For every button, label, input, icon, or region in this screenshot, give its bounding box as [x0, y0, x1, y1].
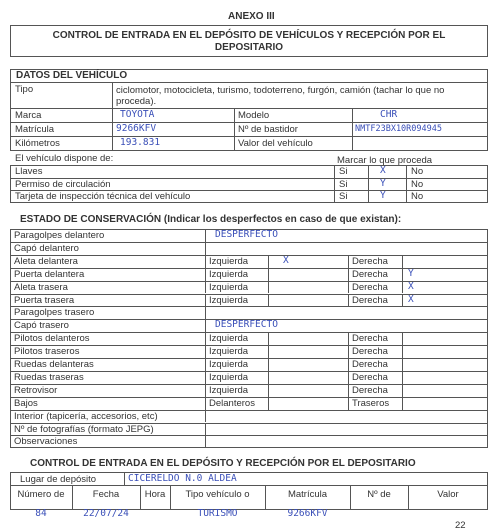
marca-label: Marca [15, 110, 42, 121]
km-value: 193.831 [120, 137, 161, 148]
side-left-label: Delanteros [209, 397, 255, 409]
conservation-title: ESTADO DE CONSERVACIÓN (Indicar los desperfectos en caso de que existan): [20, 214, 402, 225]
bastidor-value: NMTF23BX10R094945 [355, 124, 442, 134]
matricula-value: 9266KFV [116, 123, 157, 134]
conservation-row-label: Puerta trasera [14, 294, 75, 306]
deposit-col-nde: Nº de [367, 489, 391, 500]
side-left-label: Izquierda [209, 371, 249, 383]
doc-no-0: No [411, 166, 424, 177]
conservation-row-label: Paragolpes delantero [14, 230, 105, 241]
conservation-row-label: Puerta delantera [14, 268, 85, 280]
conservation-row-label: Aleta delantera [14, 255, 78, 267]
doc-label-2: Tarjeta de inspección técnica del vehículo [15, 191, 191, 202]
doc-no-2: No [411, 191, 424, 202]
doc-label-0: Llaves [15, 166, 43, 177]
side-right-label: Derecha [352, 333, 388, 345]
damage-note: DESPERFECTO [215, 319, 278, 331]
conservation-row-label: Pilotos delanteros [14, 333, 90, 345]
vehicle-section-title: DATOS DEL VEHÍCULO [16, 70, 128, 81]
side-right-mark: X [408, 293, 414, 305]
conservation-row-label: Ruedas traseras [14, 371, 84, 383]
doc-mark-0: X [380, 165, 386, 176]
deposit-value-matricula: 9266KFV [287, 508, 328, 519]
deposit-value-numero: 84 [35, 508, 47, 519]
lugar-label: Lugar de depósito [20, 474, 97, 485]
side-right-label: Derecha [352, 281, 388, 293]
side-left-mark: X [283, 254, 289, 266]
modelo-value: CHR [380, 109, 398, 120]
side-right-label: Derecha [352, 371, 388, 383]
page-number: 22 [455, 520, 466, 531]
side-right-label: Derecha [352, 294, 388, 306]
side-left-label: Izquierda [209, 268, 249, 280]
deposit-col-fecha: Fecha [92, 489, 120, 500]
deposit-col-hora: Hora [144, 489, 166, 500]
side-left-label: Izquierda [209, 346, 249, 358]
side-left-label: Izquierda [209, 384, 249, 396]
damage-note: DESPERFECTO [215, 229, 278, 240]
side-left-label: Izquierda [209, 333, 249, 345]
side-right-label: Derecha [352, 346, 388, 358]
bastidor-label: Nº de bastidor [238, 124, 298, 135]
doc-mark-1: Y [380, 178, 386, 189]
doc-si-0: Si [339, 166, 348, 177]
doc-label-1: Permiso de circulación [15, 179, 111, 190]
modelo-label: Modelo [238, 110, 270, 121]
docs-marcar: Marcar lo que proceda [337, 155, 433, 166]
side-right-mark: X [408, 280, 414, 292]
tipo-label: Tipo [15, 84, 34, 95]
conservation-row-label: Pilotos traseros [14, 346, 80, 358]
doc-si-2: Si [339, 191, 348, 202]
side-right-label: Traseros [352, 397, 390, 409]
side-left-label: Izquierda [209, 255, 249, 267]
conservation-row-label: Paragolpes trasero [14, 307, 95, 319]
deposit-col-matricula: Matrícula [287, 489, 328, 500]
conservation-row-label: Capó trasero [14, 320, 69, 332]
side-left-label: Izquierda [209, 294, 249, 306]
lugar-value: CICERELDO N.0 ALDEA [128, 473, 237, 484]
page-title: CONTROL DE ENTRADA EN EL DEPÓSITO DE VEHÍCULOS Y RECEPCIÓN POR EL DEPOSITARIO [52, 30, 446, 53]
conservation-row-label: Observaciones [14, 436, 78, 448]
doc-mark-2: Y [380, 190, 386, 201]
conservation-row-label: Retrovisor [14, 384, 58, 396]
side-right-label: Derecha [352, 359, 388, 370]
tipo-text: ciclomotor, motocicleta, turismo, todoterreno, furgón, camión (tachar lo que no proceda). [116, 85, 445, 107]
conservation-row-label: Bajos [14, 397, 38, 409]
conservation-row-label: Ruedas delanteras [14, 359, 94, 370]
annex-label: ANEXO III [228, 11, 275, 22]
side-left-label: Izquierda [209, 281, 249, 293]
deposit-value-tipo: TURISMO [197, 508, 238, 519]
matricula-label: Matrícula [15, 124, 55, 135]
conservation-row-label: Nº de fotografías (formato JEPG) [14, 423, 154, 435]
side-right-label: Derecha [352, 255, 388, 267]
marca-value: TOYOTA [120, 109, 155, 120]
side-right-mark: Y [408, 267, 414, 279]
doc-si-1: Si [339, 179, 348, 190]
side-left-label: Izquierda [209, 359, 249, 370]
km-label: Kilómetros [15, 138, 60, 149]
docs-intro: El vehículo dispone de: [15, 153, 114, 164]
side-right-label: Derecha [352, 384, 388, 396]
deposit-value-fecha: 22/07/24 [83, 508, 129, 519]
deposit-col-numero: Número de [17, 489, 65, 500]
side-right-label: Derecha [352, 268, 388, 280]
conservation-row-label: Capó delantero [14, 242, 79, 254]
conservation-row-label: Interior (tapicería, accesorios, etc) [14, 410, 158, 422]
valor-label: Valor del vehículo [238, 138, 313, 149]
deposit-col-valor: Valor [437, 489, 459, 500]
conservation-row-label: Aleta trasera [14, 281, 68, 293]
doc-no-1: No [411, 179, 424, 190]
deposit-col-tipo: Tipo vehículo o [185, 489, 250, 500]
deposit-title: CONTROL DE ENTRADA EN EL DEPÓSITO Y RECEPCIÓN POR EL DEPOSITARIO [30, 458, 416, 469]
